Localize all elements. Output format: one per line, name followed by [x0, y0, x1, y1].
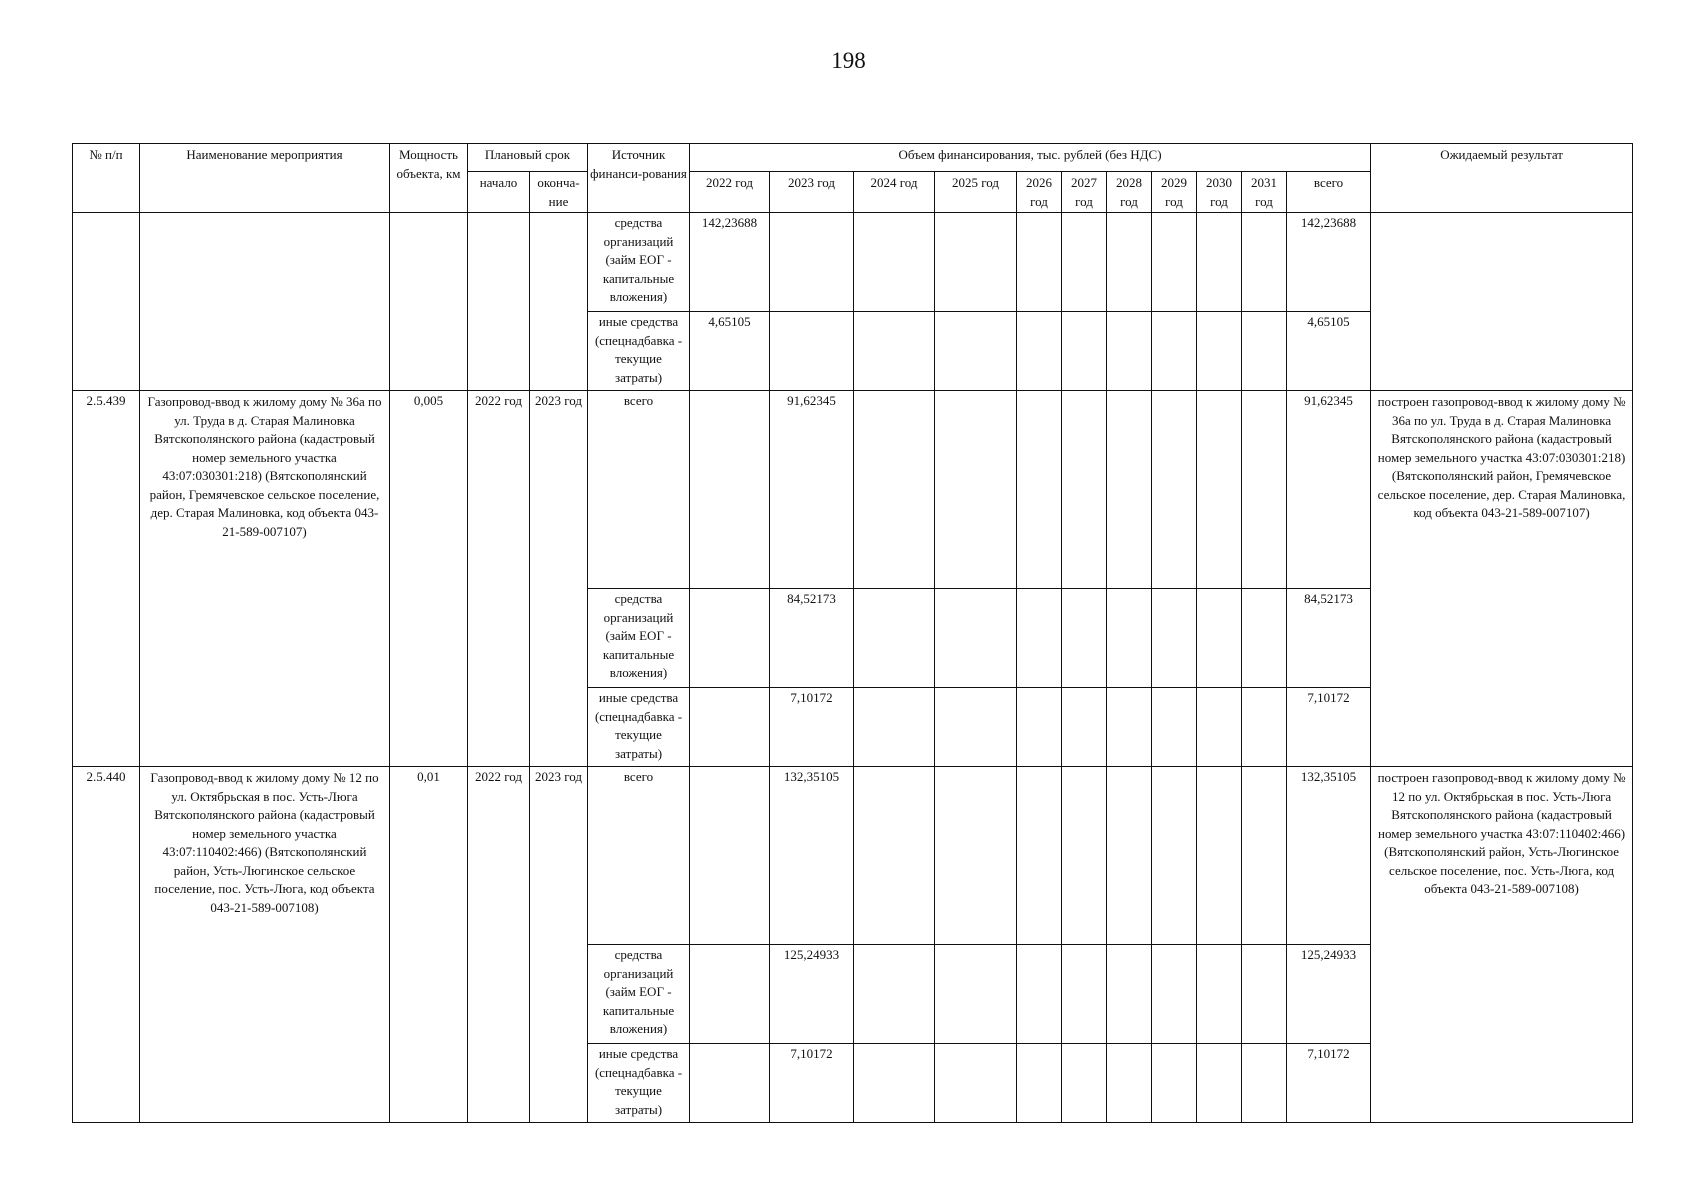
header-total: всего [1287, 172, 1371, 213]
value-total: 91,62345 [1287, 391, 1371, 589]
value-total: 7,10172 [1287, 688, 1371, 767]
item-end: 2023 год [530, 767, 588, 1123]
source-cell: иные средства (спецнадбавка - текущие затраты) [588, 312, 690, 391]
item-name: Газопровод-ввод к жилому дому № 36а по ул. Труда в д. Старая Малиновка Вятскополянского района (кадастровый номер земельного участка 43:07:030301:218) (Вятскополянский район, Гремячевское сельское поселение, дер. Старая Малиновка, код объекта 043-21-589-007107) [140, 391, 390, 767]
value-2022: 142,23688 [690, 213, 770, 312]
header-year-2025: 2025 год [935, 172, 1017, 213]
item-end: 2023 год [530, 391, 588, 767]
header-year-2028: 2028 год [1107, 172, 1152, 213]
header-year-2031: 2031 год [1242, 172, 1287, 213]
item-result: построен газопровод-ввод к жилому дому № 36а по ул. Труда в д. Старая Малиновка Вятскополянского района (кадастровый номер земельного участка 43:07:030301:218) (Вятскополянский район, Гремячевское сельское поселение, дер. Старая Малиновка, код объекта 043-21-589-007107) [1371, 391, 1633, 767]
value-2023: 84,52173 [770, 589, 854, 688]
source-cell: средства организаций (займ ЕОГ - капитальные вложения) [588, 589, 690, 688]
header-name: Наименование мероприятия [140, 144, 390, 213]
value-total: 7,10172 [1287, 1044, 1371, 1123]
item-num: 2.5.440 [73, 767, 140, 1123]
header-year-2029: 2029 год [1152, 172, 1197, 213]
value-2023 [770, 312, 854, 391]
source-cell: средства организаций (займ ЕОГ - капитальные вложения) [588, 945, 690, 1044]
item-capacity: 0,005 [390, 391, 468, 767]
item-num: 2.5.439 [73, 391, 140, 767]
source-cell: иные средства (спецнадбавка - текущие затраты) [588, 1044, 690, 1123]
source-cell: всего [588, 767, 690, 945]
table-row [73, 767, 1633, 945]
value-2022 [690, 688, 770, 767]
value-2023: 91,62345 [770, 391, 854, 589]
value-2022 [690, 945, 770, 1044]
header-num: № п/п [73, 144, 140, 213]
header-source: Источник финанси-рования [588, 144, 690, 213]
value-total: 132,35105 [1287, 767, 1371, 945]
header-result: Ожидаемый результат [1371, 144, 1633, 213]
financing-table [72, 143, 1633, 1123]
value-total: 125,24933 [1287, 945, 1371, 1044]
value-2023: 132,35105 [770, 767, 854, 945]
value-2022: 4,65105 [690, 312, 770, 391]
source-cell: средства организаций (займ ЕОГ - капитальные вложения) [588, 213, 690, 312]
value-2023: 7,10172 [770, 1044, 854, 1123]
header-start: начало [468, 172, 530, 213]
value-2022 [690, 589, 770, 688]
table-row [73, 391, 1633, 589]
header-year-2023: 2023 год [770, 172, 854, 213]
value-total: 4,65105 [1287, 312, 1371, 391]
value-2022 [690, 767, 770, 945]
header-year-2027: 2027 год [1062, 172, 1107, 213]
source-cell: всего [588, 391, 690, 589]
table-header [73, 144, 1633, 213]
item-start: 2022 год [468, 391, 530, 767]
item-name: Газопровод-ввод к жилому дому № 12 по ул. Октябрьская в пос. Усть-Люга Вятскополянского района (кадастровый номер земельного участка 43:07:110402:466) (Вятскополянский район, Усть-Люгинское сельское поселение, пос. Усть-Люга, код объекта 043-21-589-007108) [140, 767, 390, 1123]
header-volume: Объем финансирования, тыс. рублей (без НДС) [690, 144, 1371, 172]
header-year-2030: 2030 год [1197, 172, 1242, 213]
header-year-2024: 2024 год [854, 172, 935, 213]
item-capacity: 0,01 [390, 767, 468, 1123]
source-cell: иные средства (спецнадбавка - текущие затраты) [588, 688, 690, 767]
value-2022 [690, 391, 770, 589]
header-year-2026: 2026 год [1017, 172, 1062, 213]
header-end: оконча-ние [530, 172, 588, 213]
value-total: 84,52173 [1287, 589, 1371, 688]
header-capacity: Мощность объекта, км [390, 144, 468, 213]
value-total: 142,23688 [1287, 213, 1371, 312]
item-result: построен газопровод-ввод к жилому дому № 12 по ул. Октябрьская в пос. Усть-Люга Вятскополянского района (кадастровый номер земельного участка 43:07:110402:466) (Вятскополянский район, Усть-Люгинское сельское поселение, пос. Усть-Люга, код объекта 043-21-589-007108) [1371, 767, 1633, 1123]
value-2023: 125,24933 [770, 945, 854, 1044]
header-plan-term: Плановый срок [468, 144, 588, 172]
item-start: 2022 год [468, 767, 530, 1123]
value-2023: 7,10172 [770, 688, 854, 767]
table-row [73, 213, 1633, 312]
value-2022 [690, 1044, 770, 1123]
header-year-2022: 2022 год [690, 172, 770, 213]
value-2023 [770, 213, 854, 312]
page-number: 198 [831, 48, 866, 73]
